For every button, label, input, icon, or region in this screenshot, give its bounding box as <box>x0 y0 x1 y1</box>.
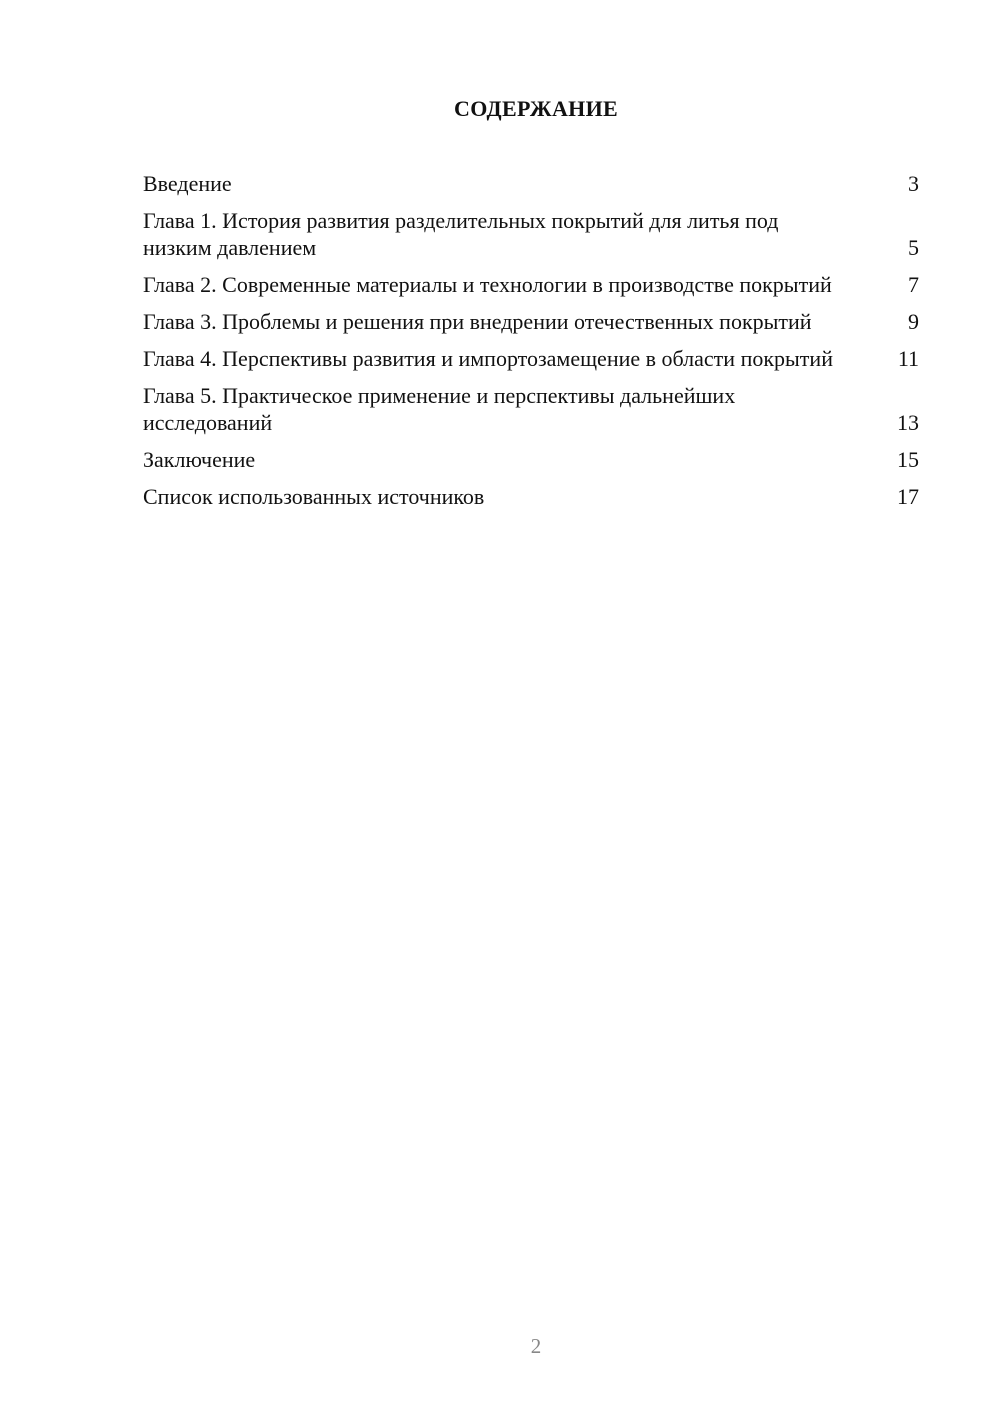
toc-entry-page: 3 <box>908 171 919 196</box>
toc-entry-label: Глава 5. Практическое применение и перспективы дальнейших исследований <box>143 383 736 435</box>
toc-entry-page: 7 <box>908 272 919 297</box>
toc-title: СОДЕРЖАНИЕ <box>454 96 618 121</box>
toc-entry-page: 17 <box>897 484 919 509</box>
toc-entry-chapter-2[interactable] <box>143 271 919 298</box>
toc-entry-chapter-4[interactable] <box>143 345 919 372</box>
toc-entry-label: Глава 1. История развития разделительных покрытий для литья под низким давлением <box>143 208 779 260</box>
toc-entry-chapter-3[interactable] <box>143 308 919 335</box>
page-number: 2 <box>530 1334 542 1358</box>
toc-entry-label: Введение <box>143 171 232 196</box>
toc-entry-introduction[interactable] <box>143 170 919 197</box>
toc-entry-conclusion[interactable] <box>143 446 919 473</box>
toc-entry-label: Глава 4. Перспективы развития и импортозамещение в области покрытий <box>143 346 833 371</box>
toc-entry-label: Список использованных источников <box>143 484 485 509</box>
toc-entry-chapter-5[interactable] <box>143 382 919 436</box>
toc-entry-page: 11 <box>897 346 919 371</box>
toc-entry-page: 13 <box>897 410 919 435</box>
toc-entry-label: Глава 3. Проблемы и решения при внедрении отечественных покрытий <box>143 309 812 334</box>
toc-entry-chapter-1[interactable] <box>143 207 919 261</box>
toc-entry-page: 9 <box>908 309 919 334</box>
toc-entry-page: 15 <box>897 447 919 472</box>
table-of-contents <box>143 170 919 520</box>
toc-entry-label: Заключение <box>143 447 256 472</box>
toc-entry-label: Глава 2. Современные материалы и технологии в производстве покрытий <box>143 272 832 297</box>
toc-entry-references[interactable] <box>143 483 919 510</box>
toc-entry-page: 5 <box>908 235 919 260</box>
